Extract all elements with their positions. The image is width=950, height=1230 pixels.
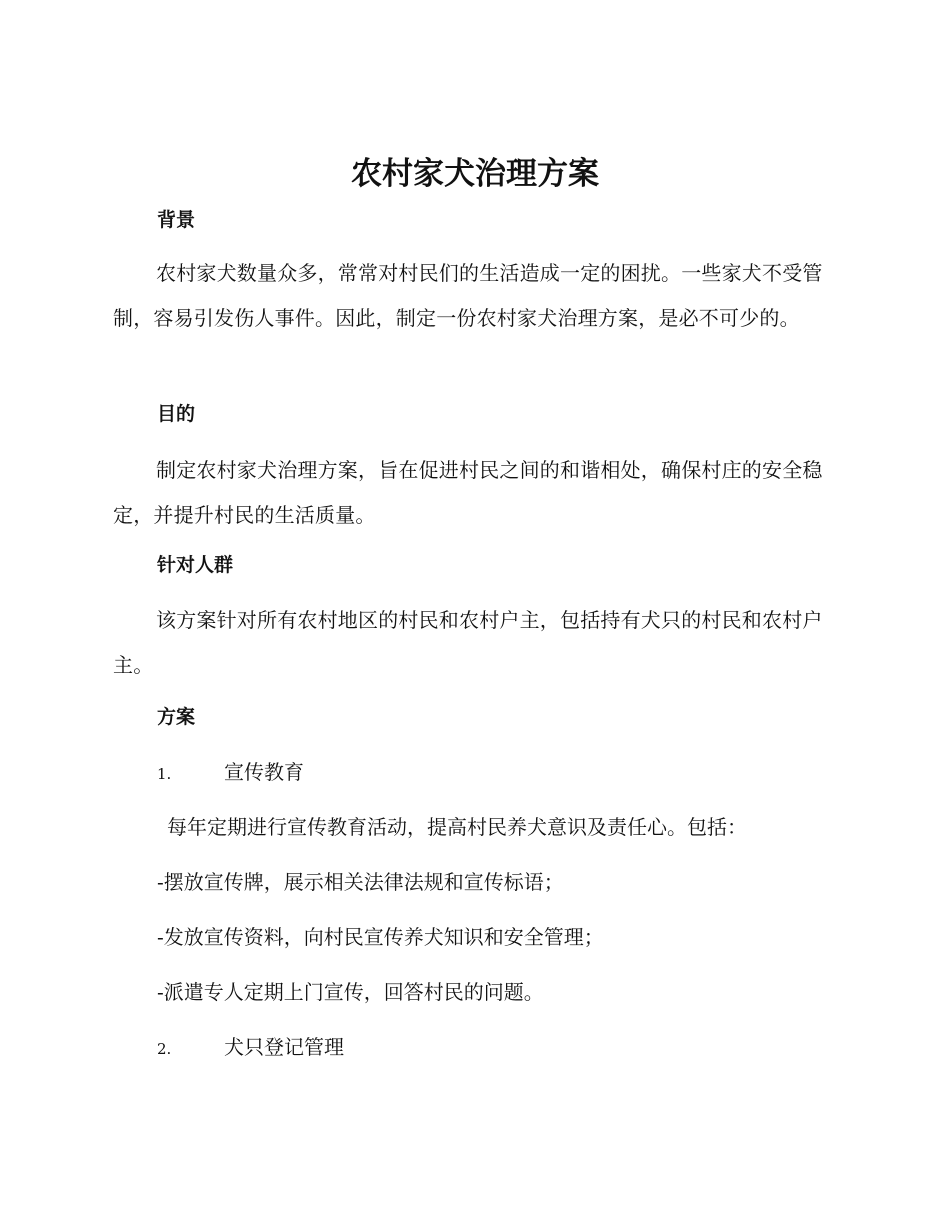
heading-target: 针对人群 [157,554,234,576]
list-item-1 [157,757,304,789]
list-item-2 [157,1032,344,1064]
list-label: 宣传教育 [224,760,304,784]
paragraph-purpose: 制定农村家犬治理方案，旨在促进村民之间的和谐相处，确保村庄的安全稳定，并提升村民的生活质量。 [113,458,823,527]
heading-plan: 方案 [157,706,196,728]
bullet-line: -发放宣传资料，向村民宣传养犬知识和安全管理； [157,925,604,949]
document-title: 农村家犬治理方案 [351,156,599,192]
plan-intro-line: 每年定期进行宣传教育活动，提高村民养犬意识及责任心。包括： [167,815,747,839]
heading-purpose: 目的 [157,403,196,425]
list-number: 2. [157,1040,172,1058]
heading-background: 背景 [157,209,196,231]
list-number: 1. [157,765,172,783]
bullet-line: -派遣专人定期上门宣传，回答村民的问题。 [157,980,544,1004]
bullet-line: -摆放宣传牌，展示相关法律法规和宣传标语； [157,870,564,894]
paragraph-background: 农村家犬数量众多，常常对村民们的生活造成一定的困扰。一些家犬不受管制，容易引发伤人事件。因此，制定一份农村家犬治理方案，是必不可少的。 [113,261,823,330]
paragraph-target: 该方案针对所有农村地区的村民和农村户主，包括持有犬只的村民和农村户主。 [113,608,823,677]
list-label: 犬只登记管理 [224,1035,344,1059]
